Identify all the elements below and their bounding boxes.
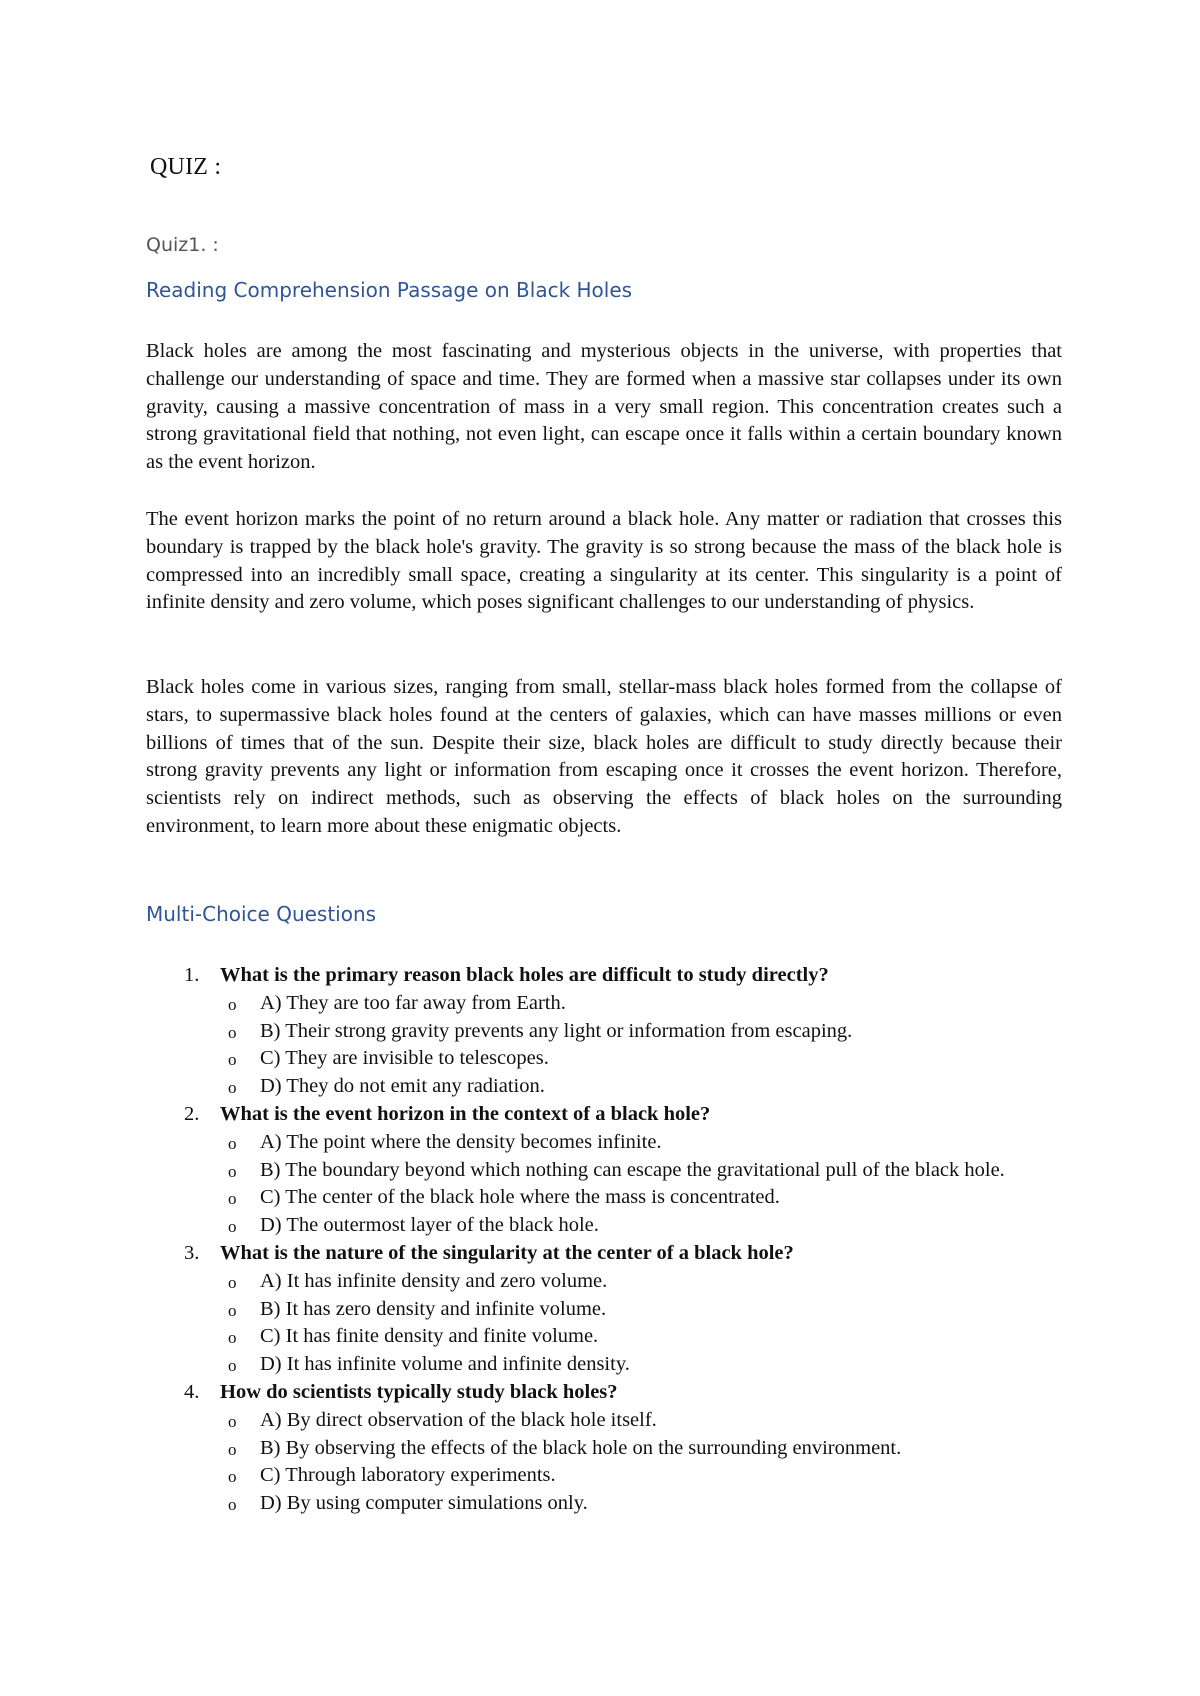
bullet-icon: o xyxy=(228,1495,237,1515)
question-1 xyxy=(146,962,1062,1101)
bullet-icon: o xyxy=(228,994,237,1014)
option-text: C) Through laboratory experiments. xyxy=(260,1464,556,1487)
option-item xyxy=(220,1045,1062,1073)
passage-paragraph-1: Black holes are among the most fascinating and mysterious objects in the universe, with properties that challenge our understanding of space and time. They are formed when a massive star collapses under its own gravity, causing a massive concentration of mass in a very small region. This concentration creates such a strong gravitational field that nothing, not even light, can escape once it falls within a certain boundary known as the event horizon. xyxy=(146,340,1062,474)
bullet-icon: o xyxy=(228,1411,237,1431)
option-item xyxy=(220,1296,1062,1324)
question-number: 1. xyxy=(184,964,200,986)
passage-paragraph-2: The event horizon marks the point of no return around a black hole. Any matter or radiation that crosses this boundary is trapped by the black hole's gravity. The gravity is so strong because the mass of the black hole is compressed into an incredibly small space, creating a singularity at its center. This singularity is a point of infinite density and zero volume, which poses significant challenges to our understanding of physics. xyxy=(146,508,1062,614)
option-list xyxy=(220,1129,1062,1240)
question-text: How do scientists typically study black holes? xyxy=(220,1380,618,1403)
option-text: D) They do not emit any radiation. xyxy=(260,1075,545,1098)
option-text: B) It has zero density and infinite volume. xyxy=(260,1297,607,1320)
option-item xyxy=(220,1462,1062,1490)
bullet-icon: o xyxy=(228,1356,237,1376)
bullet-icon: o xyxy=(228,1300,237,1320)
question-text: What is the primary reason black holes are difficult to study directly? xyxy=(220,964,829,986)
bullet-icon: o xyxy=(228,1439,237,1459)
question-2 xyxy=(146,1101,1062,1240)
passage-heading: Reading Comprehension Passage on Black Holes xyxy=(146,278,633,302)
question-text: What is the nature of the singularity at the center of a black hole? xyxy=(220,1241,794,1264)
bullet-icon: o xyxy=(228,1161,237,1181)
option-text: A) By direct observation of the black hole itself. xyxy=(260,1408,657,1431)
question-number: 3. xyxy=(184,1241,200,1264)
mcq-heading: Multi-Choice Questions xyxy=(146,902,377,926)
option-item xyxy=(220,1129,1062,1157)
option-list xyxy=(220,990,1062,1101)
option-text: B) Their strong gravity prevents any light or information from escaping. xyxy=(260,1019,853,1042)
option-text: B) The boundary beyond which nothing can escape the gravitational pull of the black hole. xyxy=(260,1158,1005,1181)
option-item xyxy=(220,1435,1062,1463)
passage-paragraph-3: Black holes come in various sizes, ranging from small, stellar-mass black holes formed from the collapse of stars, to supermassive black holes found at the centers of galaxies, which can have masses millions or even billions of times that of the sun. Despite their size, black holes are difficult to study directly because their strong gravity prevents any light or information from escaping once it crosses the event horizon. Therefore, scientists rely on indirect methods, such as observing the effects of black holes on the surrounding environment, to learn more about these enigmatic objects. xyxy=(146,676,1062,837)
option-text: D) It has infinite volume and infinite density. xyxy=(260,1353,630,1376)
option-item xyxy=(220,990,1062,1018)
option-item xyxy=(220,1351,1062,1379)
bullet-icon: o xyxy=(228,1217,237,1237)
option-list xyxy=(220,1268,1062,1379)
option-text: A) They are too far away from Earth. xyxy=(260,991,566,1014)
question-list xyxy=(146,962,1062,1518)
option-item xyxy=(220,1073,1062,1101)
question-4 xyxy=(146,1379,1062,1518)
question-text: What is the event horizon in the context of a black hole? xyxy=(220,1102,711,1125)
option-item xyxy=(220,1184,1062,1212)
option-text: A) The point where the density becomes infinite. xyxy=(260,1130,662,1153)
bullet-icon: o xyxy=(228,1467,237,1487)
option-item xyxy=(220,1212,1062,1240)
option-text: B) By observing the effects of the black hole on the surrounding environment. xyxy=(260,1436,902,1459)
quiz-label: Quiz1. : xyxy=(146,234,219,256)
option-item xyxy=(220,1407,1062,1435)
option-text: A) It has infinite density and zero volume. xyxy=(260,1269,608,1292)
bullet-icon: o xyxy=(228,1078,237,1098)
option-item xyxy=(220,1157,1062,1185)
bullet-icon: o xyxy=(228,1189,237,1209)
option-item xyxy=(220,1018,1062,1046)
bullet-icon: o xyxy=(228,1022,237,1042)
option-text: C) They are invisible to telescopes. xyxy=(260,1047,549,1070)
bullet-icon: o xyxy=(228,1050,237,1070)
option-item xyxy=(220,1490,1062,1518)
question-number: 4. xyxy=(184,1380,200,1403)
option-item xyxy=(220,1323,1062,1351)
document-title: QUIZ : xyxy=(150,154,222,180)
option-list xyxy=(220,1407,1062,1518)
option-text: D) The outermost layer of the black hole. xyxy=(260,1214,599,1237)
option-item xyxy=(220,1268,1062,1296)
option-text: D) By using computer simulations only. xyxy=(260,1492,588,1515)
question-3 xyxy=(146,1240,1062,1379)
bullet-icon: o xyxy=(228,1133,237,1153)
bullet-icon: o xyxy=(228,1272,237,1292)
option-text: C) It has finite density and finite volume. xyxy=(260,1325,599,1348)
question-number: 2. xyxy=(184,1102,200,1125)
bullet-icon: o xyxy=(228,1328,237,1348)
option-text: C) The center of the black hole where the mass is concentrated. xyxy=(260,1186,780,1209)
